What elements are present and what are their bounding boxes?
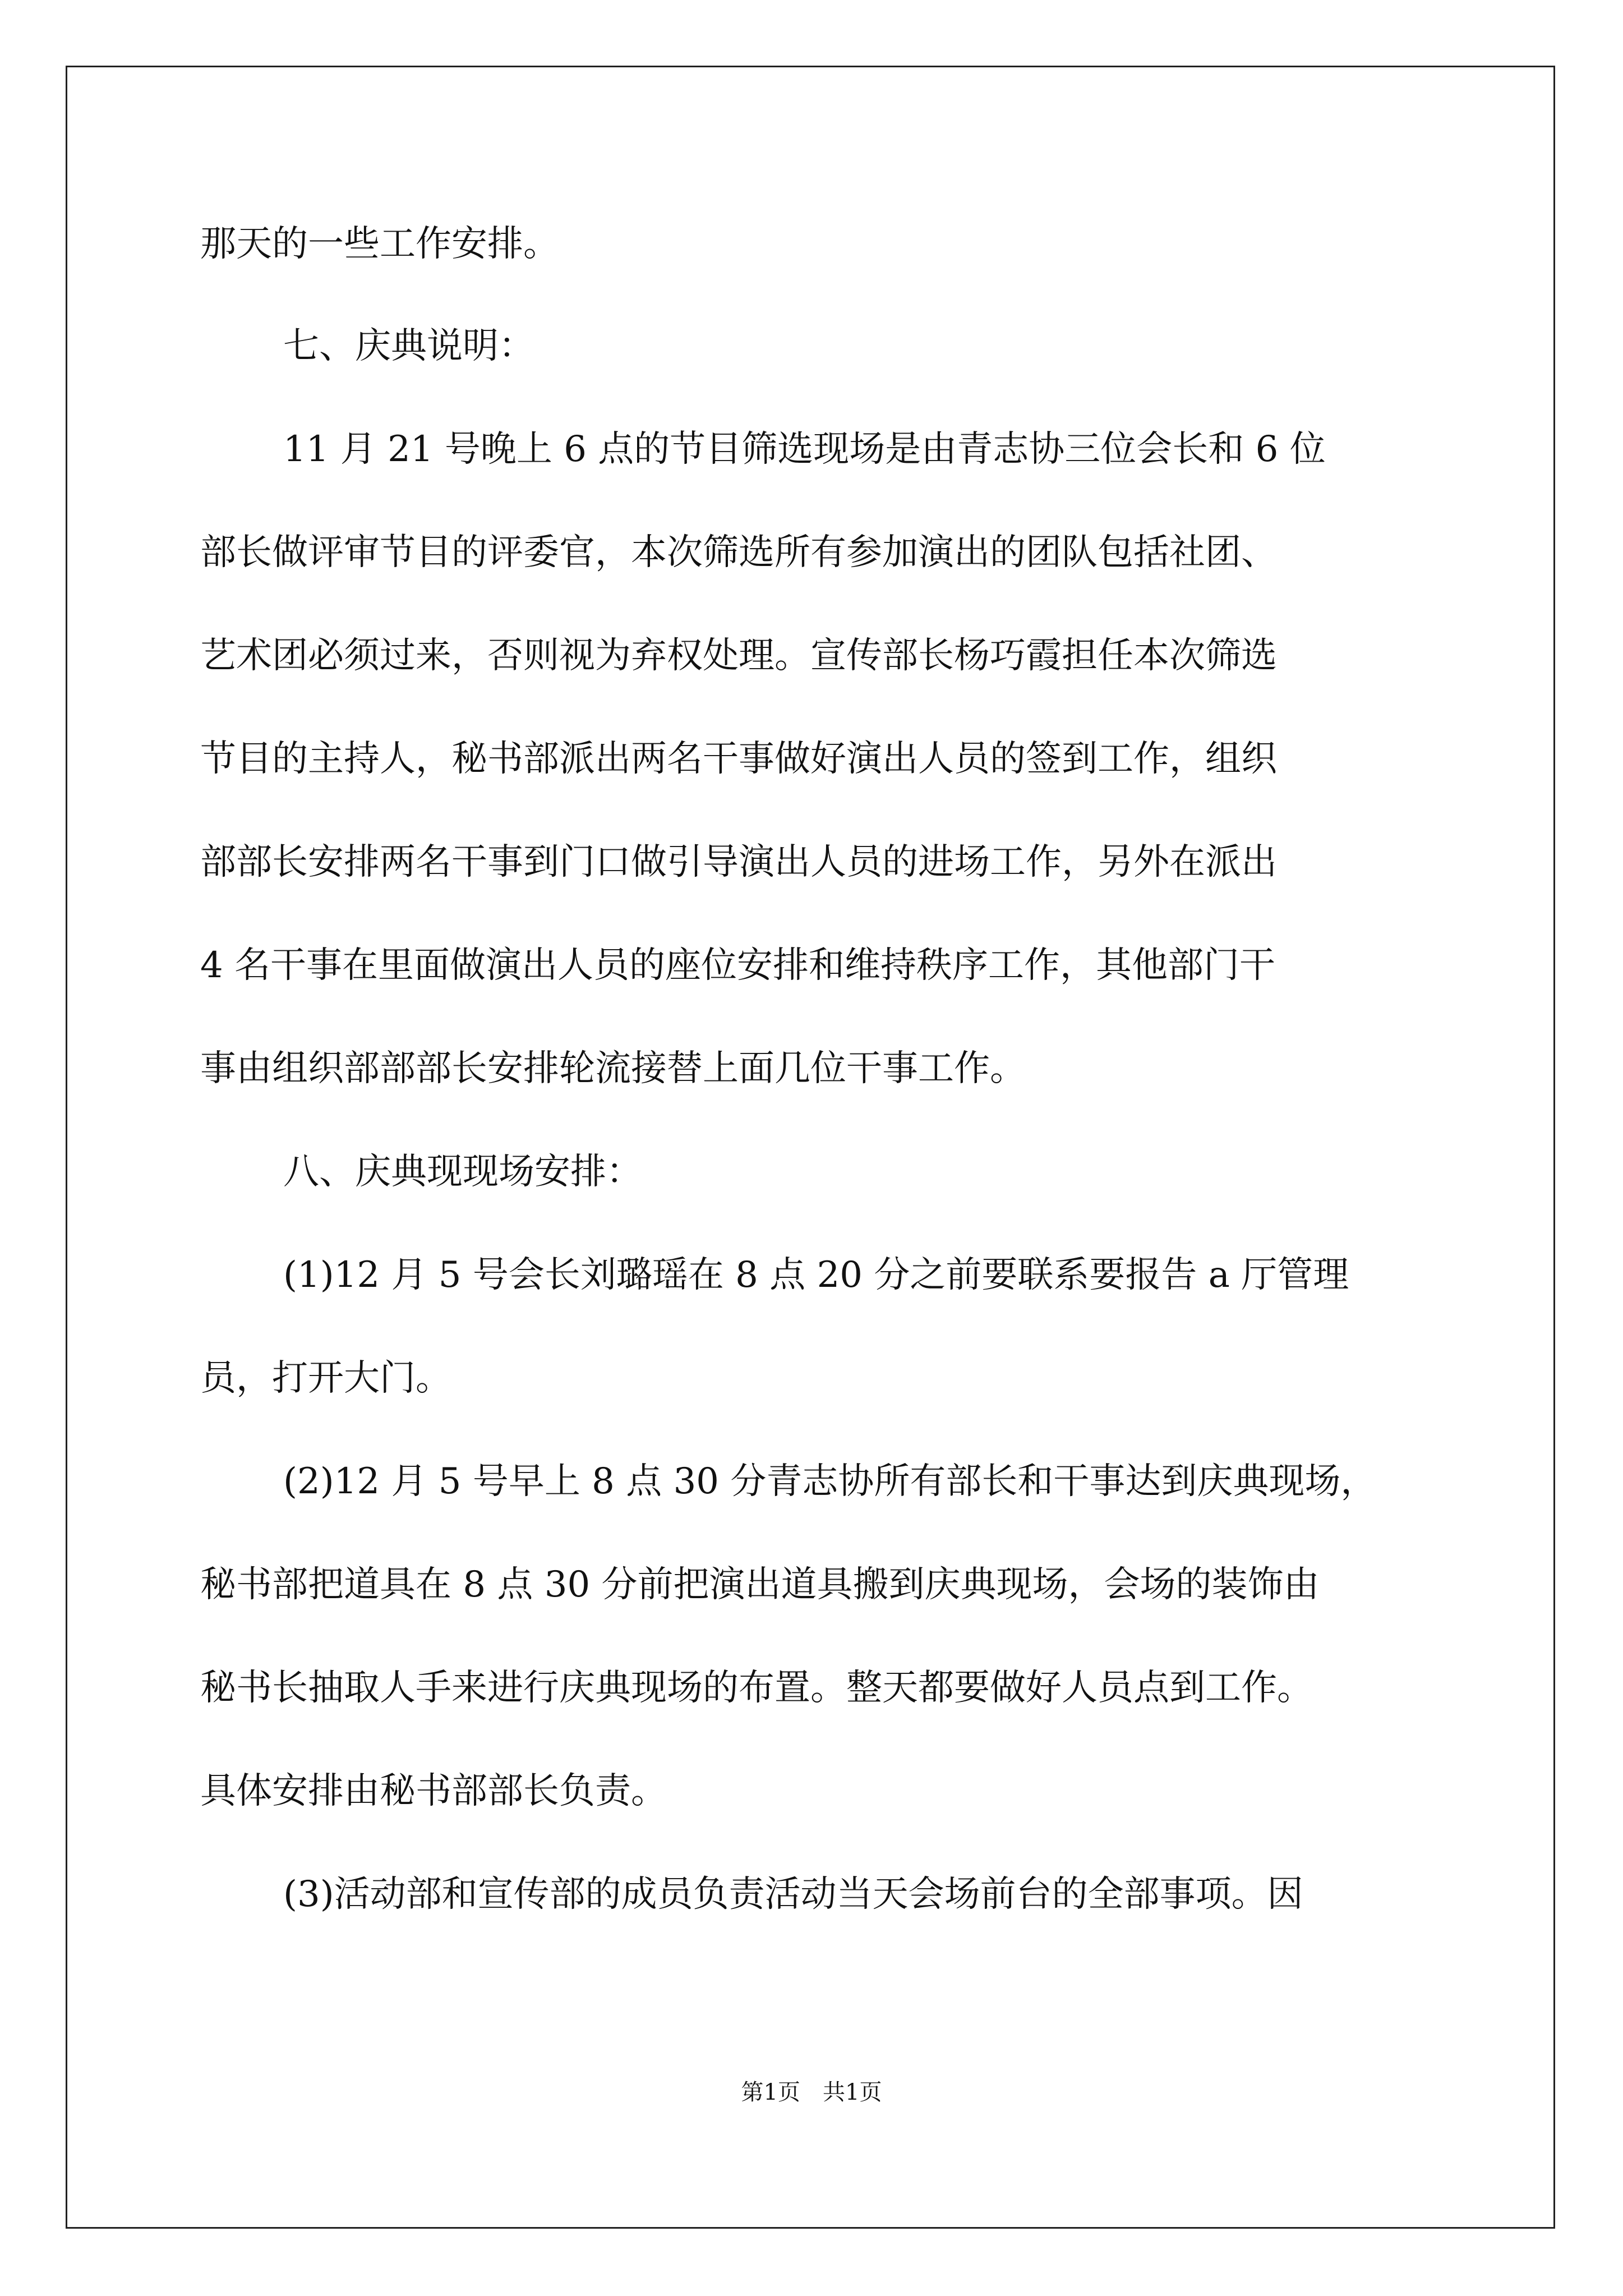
section-heading: 七、庆典说明： — [283, 325, 534, 367]
paragraph-first-line: (2)12 月 5 号早上 8 点 30 分青志协所有部长和干事达到庆典现场， — [283, 1461, 1377, 1502]
section-heading: 八、庆典现现场安排： — [283, 1151, 642, 1193]
paragraph-first-line: (3)活动部和宣传部的成员负责活动当天会场前台的全部事项。因 — [283, 1874, 1303, 1915]
text-line: 节目的主持人，秘书部派出两名干事做好演出人员的签到工作，组织 — [200, 738, 1277, 780]
paragraph-first-line: 11 月 21 号晚上 6 点的节目筛选现场是由青志协三位会长和 6 位 — [283, 429, 1326, 470]
text-line: 4 名干事在里面做演出人员的座位安排和维持秩序工作，其他部门干 — [200, 945, 1276, 986]
text-line: 秘书部把道具在 8 点 30 分前把演出道具搬到庆典现场，会场的装饰由 — [200, 1564, 1320, 1605]
text-line: 艺术团必须过来，否则视为弃权处理。宣传部长杨巧霞担任本次筛选 — [200, 635, 1277, 677]
text-line: 事由组织部部部长安排轮流接替上面几位干事工作。 — [200, 1048, 1026, 1089]
text-line: 部部长安排两名干事到门口做引导演出人员的进场工作，另外在派出 — [200, 841, 1277, 883]
text-line: 秘书长抽取人手来进行庆典现场的布置。整天都要做好人员点到工作。 — [200, 1667, 1313, 1709]
text-line: 员，打开大门。 — [200, 1358, 451, 1399]
paragraph-first-line: (1)12 月 5 号会长刘璐瑶在 8 点 20 分之前要联系要报告 a 厅管理 — [283, 1254, 1349, 1296]
text-line: 具体安排由秘书部部长负责。 — [200, 1770, 667, 1812]
page-number-footer: 第1页 共1页 — [741, 2079, 882, 2105]
text-line: 部长做评审节目的评委官，本次筛选所有参加演出的团队包括社团、 — [200, 532, 1277, 573]
text-line: 那天的一些工作安排。 — [200, 223, 559, 265]
